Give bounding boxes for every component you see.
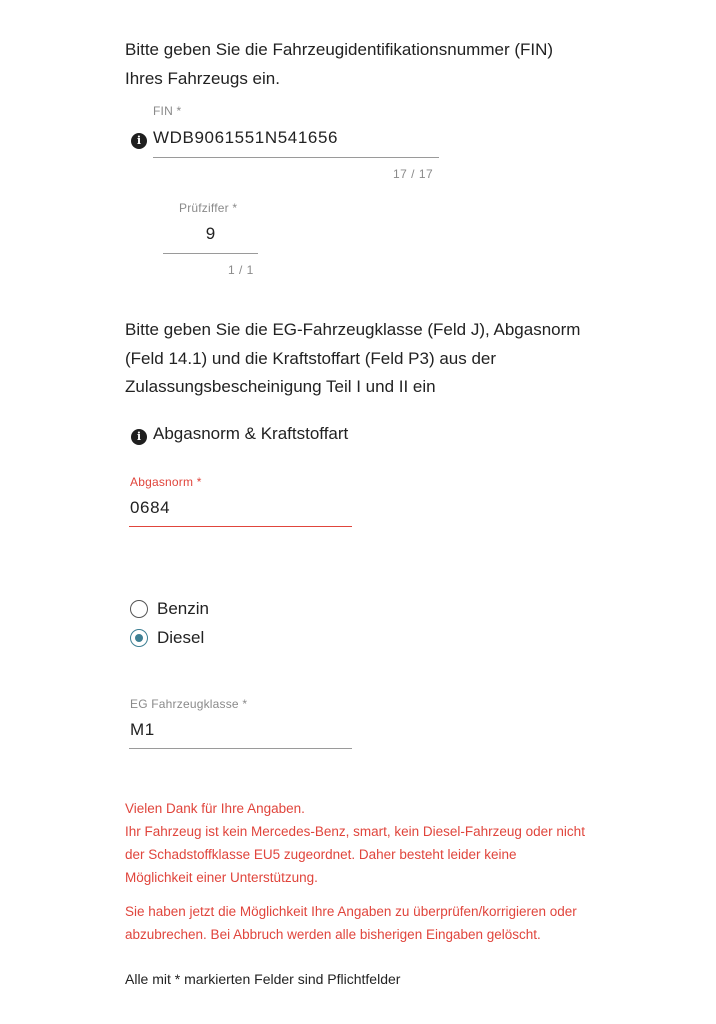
abgasnorm-info-label[interactable]: Abgasnorm & Kraftstoffart	[153, 424, 349, 443]
radio-benzin[interactable]	[130, 599, 209, 619]
fin-intro-text	[125, 36, 595, 93]
required-fields-note: Alle mit * markierten Felder sind Pflichtfelder	[125, 971, 401, 987]
error-line-1: Vielen Dank für Ihre Angaben.	[125, 801, 305, 816]
eg-klasse-underline	[129, 748, 352, 749]
fin-underline	[153, 157, 439, 158]
fin-intro-line-1: Bitte geben Sie die Fahrzeugidentifikationsnummer (FIN)	[125, 40, 554, 59]
fin-input[interactable]: WDB9061551N541656	[153, 128, 339, 147]
radio-diesel-label: Diesel	[157, 628, 205, 647]
error-line-2: Ihr Fahrzeug ist kein Mercedes-Benz, smart, kein Diesel-Fahrzeug oder nicht	[125, 824, 585, 839]
correction-line-2: abzubrechen. Bei Abbruch werden alle bisherigen Eingaben gelöscht.	[125, 927, 541, 942]
eg-klasse-input[interactable]: M1	[130, 720, 155, 739]
class-intro-line-2: (Feld 14.1) und die Kraftstoffart (Feld P3) aus der	[125, 348, 497, 368]
pruefziffer-input[interactable]: 9	[205, 224, 216, 243]
class-intro-line-3: Zulassungsbescheinigung Teil I und II ein	[125, 377, 436, 396]
pruefziffer-label: Prüfziffer *	[179, 201, 238, 215]
radio-diesel[interactable]	[130, 628, 204, 648]
pruefziffer-char-counter: 1 / 1	[228, 263, 254, 277]
radio-diesel-circle-icon[interactable]	[130, 629, 148, 647]
pruefziffer-underline	[163, 253, 258, 254]
abgasnorm-underline	[129, 526, 352, 527]
abgasnorm-input[interactable]: 0684	[130, 498, 171, 517]
fin-label: FIN *	[153, 104, 182, 118]
abgasnorm-label: Abgasnorm *	[130, 475, 202, 489]
radio-benzin-label: Benzin	[157, 599, 209, 618]
fin-char-counter: 17 / 17	[393, 167, 434, 181]
class-intro-text	[125, 316, 595, 402]
correction-message	[125, 900, 605, 946]
correction-line-1: Sie haben jetzt die Möglichkeit Ihre Angaben zu überprüfen/korrigieren oder	[125, 904, 577, 919]
class-intro-line-1: Bitte geben Sie die EG-Fahrzeugklasse (Feld J), Abgasnorm	[125, 320, 581, 339]
info-icon[interactable]: i	[131, 133, 147, 149]
fin-intro-line-2: Ihres Fahrzeugs ein.	[125, 68, 280, 88]
radio-benzin-circle-icon[interactable]	[130, 600, 148, 618]
error-message	[125, 797, 605, 889]
info-icon[interactable]: i	[131, 429, 147, 445]
error-line-3: der Schadstoffklasse EU5 zugeordnet. Daher besteht leider keine	[125, 847, 517, 862]
eg-klasse-label: EG Fahrzeugklasse *	[130, 697, 248, 711]
error-line-4: Möglichkeit einer Unterstützung.	[125, 870, 318, 885]
